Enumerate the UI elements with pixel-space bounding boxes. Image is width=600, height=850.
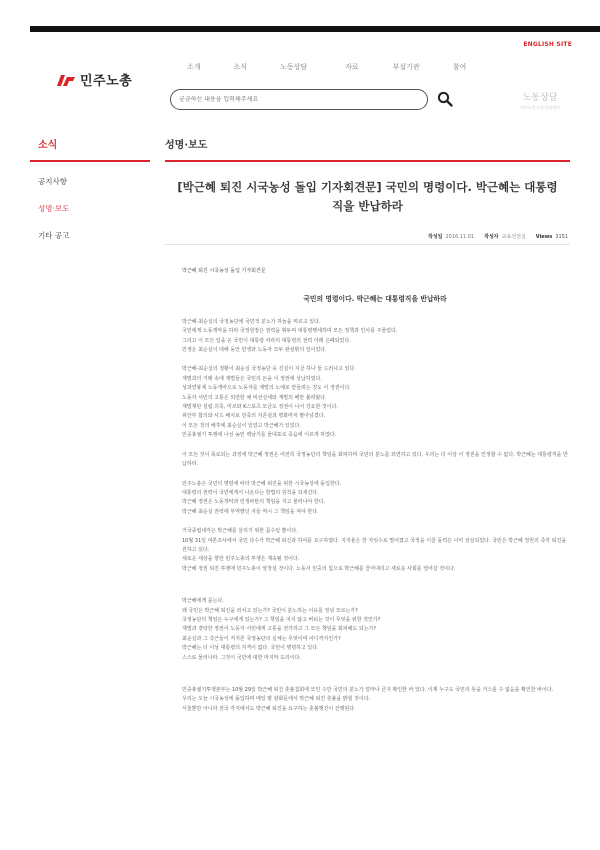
article-meta bbox=[428, 233, 568, 240]
views-label: Views bbox=[535, 233, 553, 240]
text-line: 왜 국민은 박근혜 퇴진을 외치고 있는가? 국민이 분노하는 이유를 정녕 모르는가? bbox=[182, 607, 358, 614]
text-line: 박근혜는 더 이상 대통령의 자격이 없다. 국민이 명령하고 있다. bbox=[182, 645, 319, 652]
text-line: 박근혜-최순실의 정황이 최순실 국정농단 등 진실이 지금 하나 둘 드러나고 있다. bbox=[182, 366, 356, 373]
main-divider bbox=[165, 160, 570, 162]
text-line: 그리고 이 모든 일을 온 국민이 대통령 차라리 대통령의 권력 아래 은폐되었다. bbox=[182, 337, 351, 344]
meta-divider bbox=[165, 244, 570, 245]
sidebar-title: 소식 bbox=[38, 140, 58, 151]
paragraph bbox=[182, 480, 568, 518]
labor-consult-sub: 민주노총 노동상담센터 bbox=[520, 105, 560, 110]
nav-item-participate[interactable]: 참여 bbox=[452, 63, 467, 71]
nav-item-affiliates[interactable]: 부설기관 bbox=[392, 63, 420, 71]
body-headline: 국민의 명령이다. 박근혜는 대통령직을 반납하라 bbox=[303, 295, 447, 304]
paragraph bbox=[182, 318, 568, 356]
article-title: [박근혜 퇴진 시국농성 돌입 기자회견문] 국민의 명령이다. 박근혜는 대통령직을 반납하라 bbox=[177, 180, 558, 213]
text-line: 서울뿐만 아니라 전국 각지에서도 박근혜 퇴진을 요구하는 촛불행진이 진행된다. bbox=[182, 705, 356, 712]
text-line: 우리는 오늘 시국농성에 돌입하며 매일 밤 광화문에서 박근혜 퇴진 촛불을 밝힐 것이다. bbox=[182, 696, 371, 703]
text-line: 재벌과 결탁한 정권이 노동자 서민에게 고통을 전가하고 그 모든 책임을 회피해도 되는가? bbox=[182, 626, 377, 633]
text-line: 새로운 세상을 향한 민주노총의 투쟁은 계속될 것이다. bbox=[182, 556, 300, 563]
search-box bbox=[170, 89, 428, 110]
text-line: 노동자 서민의 고통은 외면한 채 비선실세와 재벌의 배만 불려왔다. bbox=[182, 394, 327, 401]
kctu-logo-icon bbox=[55, 73, 77, 87]
text-line: 최순실과 그 측근들이 저지른 국정농단의 실체는 무엇이며 어디까지인가? bbox=[182, 635, 341, 642]
top-black-bar bbox=[30, 26, 600, 32]
nav-item-news[interactable]: 소식 bbox=[233, 63, 248, 71]
paragraph bbox=[182, 686, 568, 714]
search-input[interactable] bbox=[179, 96, 419, 103]
logo[interactable] bbox=[55, 70, 132, 89]
views-value: 3151 bbox=[555, 233, 568, 240]
sidebar-item-other-notices[interactable]: 기타 공고 bbox=[38, 231, 70, 240]
text-line: 거국중립내각은 박근혜를 살리기 위한 꼼수일 뿐이다. bbox=[182, 528, 298, 535]
english-site-link[interactable]: ENGLISH SITE bbox=[523, 41, 572, 48]
labor-consult-label: 노동상담 bbox=[522, 93, 558, 103]
text-line: 재벌재단 설립 의혹, 미르와 K스포츠 모금도 정권이 나서 강요한 것이다. bbox=[182, 404, 339, 411]
text-line: 박근혜 정권 퇴진 투쟁에 민주노총이 앞장설 것이다. 노동자 민중의 힘으로 박근혜를 끌어내리고 새로운 사회를 열어갈 것이다. bbox=[182, 565, 456, 572]
text-line: 성과연봉제 노동개악으로 노동자를 재벌의 노예로 만들려는 것도 이 정권이다. bbox=[182, 385, 351, 392]
page-title: 성명·보도 bbox=[165, 140, 208, 151]
nav-item-resources[interactable]: 자료 bbox=[345, 63, 359, 71]
paragraph bbox=[182, 527, 568, 574]
author-value: 교육선전실 bbox=[501, 234, 526, 240]
text-line: 스스로 물러나라. 그것이 국민에 대한 마지막 도리이다. bbox=[182, 654, 301, 661]
text-line: 민주노총은 국민의 명령에 따라 박근혜 퇴진을 위한 시국농성에 돌입한다. bbox=[182, 480, 342, 487]
author-label: 작성자 bbox=[484, 234, 499, 240]
nav-item-about[interactable]: 소개 bbox=[187, 63, 201, 71]
labor-consult-link[interactable] bbox=[515, 90, 565, 111]
text-line: 국민에게 노동개악을 하라 국정원장은 권력을 휘두며 대통령행세하며 모든 정책과 인사를 주물렀다. bbox=[182, 328, 398, 335]
paragraph bbox=[182, 597, 568, 663]
text-line: 재벌과의 거래 속에 재벌들은 국민의 돈을 이 정권에 상납하였다. bbox=[182, 375, 322, 382]
sidebar-divider bbox=[30, 160, 150, 162]
text-line: 민중총궐기 투쟁에 나선 농민 백남기를 물대포로 죽음에 이르게 하였다. bbox=[182, 432, 337, 439]
text-line: 박근혜 최순실 권력에 부역했던 자들 역시 그 책임을 져야 한다. bbox=[182, 508, 319, 515]
sidebar-menu bbox=[38, 176, 69, 257]
text-line: 박근혜-최순실의 국정농단에 국민적 분노가 하늘을 찌르고 있다. bbox=[182, 318, 321, 325]
nav-item-labor-consult[interactable]: 노동상담 bbox=[280, 63, 308, 71]
text-line: 국정농단의 책임은 누구에게 있는가? 그 책임을 지지 않고 버티는 것이 무엇을 위한 것인가? bbox=[182, 616, 381, 623]
text-line: 박근혜에게 묻는다. bbox=[182, 598, 224, 605]
text-line: 10월 31일 여론조사에서 국민 다수가 박근혜 퇴진과 하야를 요구하였다. 지지율은 한 자릿수로 떨어졌고 국정을 이끌 동력은 이미 상실되었다. 국민은 박근혜 정권의 즉각 퇴진을 원하고 있다. bbox=[182, 537, 567, 553]
article-body bbox=[182, 267, 568, 724]
sidebar-item-statements[interactable]: 성명·보도 bbox=[38, 204, 70, 213]
text-line: 민생은 최순실이 대해 동안 민생과 노동자 모두 관심밖의 일이었다. bbox=[182, 347, 327, 354]
search-icon[interactable] bbox=[437, 91, 453, 107]
text-line: 대통령의 권력이 국민에게서 나온다는 헌법의 원칙을 되새긴다. bbox=[182, 489, 319, 496]
text-line: 박근혜 정권은 노동개악과 민생파탄의 책임을 지고 물러나야 한다. bbox=[182, 499, 326, 506]
text-line: 위안부 합의와 사드 배치로 민족의 자존심과 평화마저 팔아넘겼다. bbox=[182, 413, 326, 420]
sidebar-item-notice[interactable]: 공지사항 bbox=[38, 177, 67, 186]
paragraph bbox=[182, 365, 568, 440]
text-line: 이 모든 것의 배후에 최순실이 있었고 박근혜가 있었다. bbox=[182, 422, 301, 429]
body-subtitle: 박근혜 퇴진 시국농성 돌입 기자회견문 bbox=[182, 268, 266, 274]
logo-text: 민주노총 bbox=[80, 74, 133, 89]
text-line: 이 모든 것이 폭로되는 과정에 박근혜 정권은 여전히 국정농단의 책임을 회피하며 국민의 분노를 외면하고 있다. 우리는 더 이상 이 정권을 인정할 수 없다. 박근혜는 대통령직을 반납하라. bbox=[182, 451, 568, 468]
main-nav bbox=[187, 62, 499, 72]
paragraph bbox=[182, 451, 568, 470]
text-line: 민중총궐기투쟁본부는 10월 29일 박근혜 퇴진 촛불집회에 모인 수만 국민의 분노가 얼마나 큰지 확인한 바 있다. 이제 누구도 국민의 뜻을 거스를 수 없음을 확인한 바이다. bbox=[182, 687, 554, 693]
date-value: 2016.11.01 bbox=[445, 233, 475, 240]
date-label: 작성일 bbox=[427, 234, 443, 240]
